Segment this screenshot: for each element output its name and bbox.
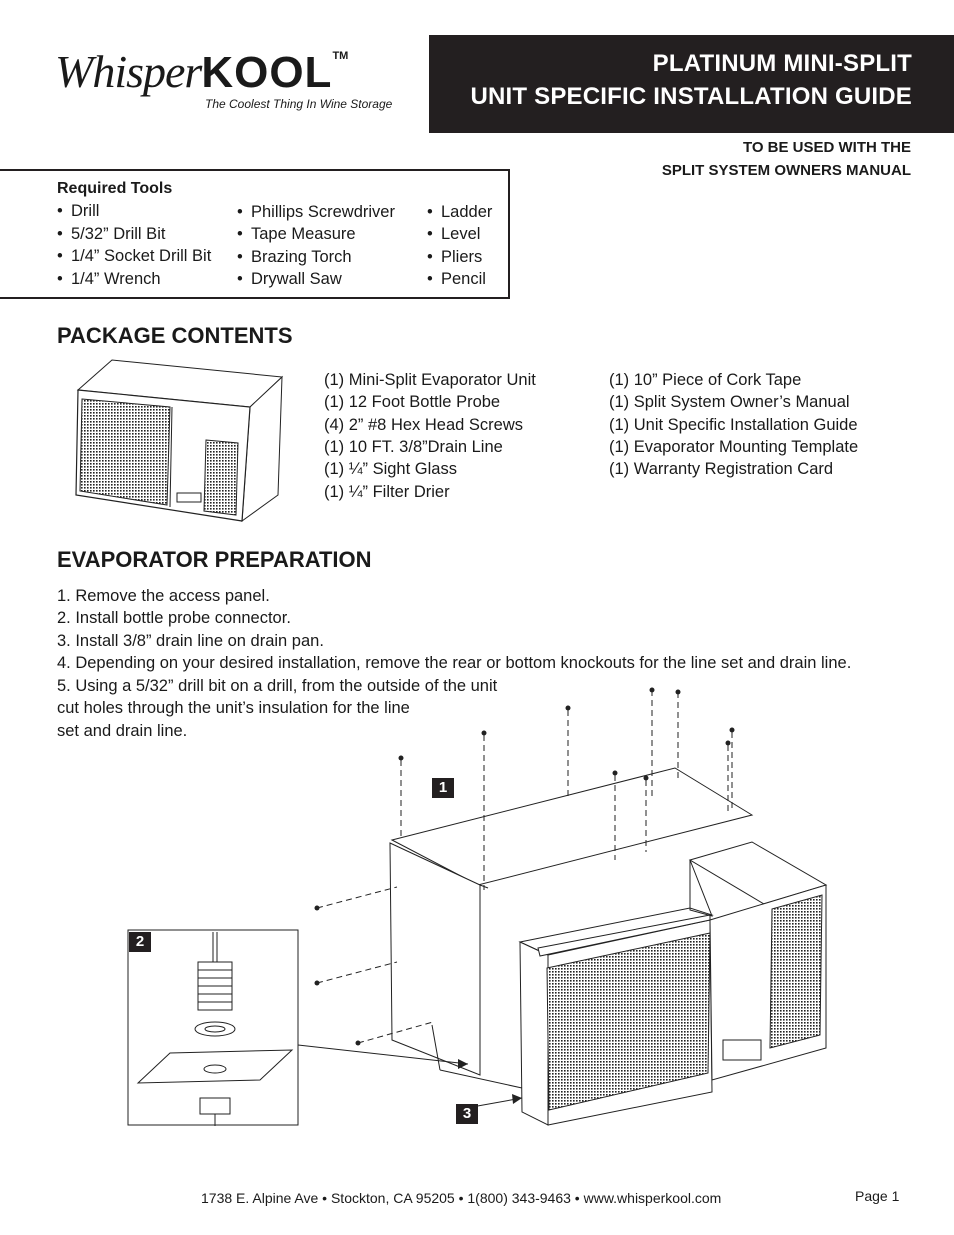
- title-banner: [429, 35, 954, 133]
- package-item: (1) 10” Piece of Cork Tape: [609, 371, 802, 389]
- tool-item: • Ladder: [427, 203, 493, 221]
- required-tools-heading: Required Tools: [57, 180, 173, 197]
- package-item: (1) Mini-Split Evaporator Unit: [324, 371, 536, 389]
- title-line-2: UNIT SPECIFIC INSTALLATION GUIDE: [470, 83, 912, 110]
- package-contents-heading: PACKAGE CONTENTS: [57, 323, 293, 348]
- tool-item: • Level: [427, 225, 481, 243]
- package-item: (1) Warranty Registration Card: [609, 460, 834, 478]
- prep-step: set and drain line.: [57, 722, 188, 740]
- tool-item: • Drywall Saw: [237, 270, 342, 288]
- tool-item: • 5/32” Drill Bit: [57, 225, 166, 243]
- package-item: (1) Split System Owner’s Manual: [609, 393, 850, 411]
- logo-tm: TM: [332, 50, 349, 62]
- prep-step: 3. Install 3/8” drain line on drain pan.: [57, 632, 324, 650]
- brand-logo: [55, 44, 348, 98]
- tool-item: • Pencil: [427, 270, 486, 288]
- package-item: (1) Unit Specific Installation Guide: [609, 416, 858, 434]
- note-line-1: TO BE USED WITH THE: [742, 139, 911, 156]
- step-3-badge: 3: [456, 1104, 478, 1124]
- evaporator-preparation-heading: EVAPORATOR PREPARATION: [57, 547, 372, 572]
- package-item: (4) 2” #8 Hex Head Screws: [324, 416, 523, 434]
- step-2-badge: 2: [129, 932, 151, 952]
- prep-step: 1. Remove the access panel.: [57, 587, 270, 605]
- logo-script: Whisper: [55, 46, 202, 97]
- logo-bold: KOOL: [201, 48, 333, 97]
- package-item: (1) ¼” Filter Drier: [324, 483, 450, 501]
- tool-item: • Tape Measure: [237, 225, 356, 243]
- tool-item: • 1/4” Socket Drill Bit: [57, 247, 212, 265]
- page-number: Page 1: [855, 1188, 900, 1204]
- prep-step: 2. Install bottle probe connector.: [57, 609, 291, 627]
- note-line-2: SPLIT SYSTEM OWNERS MANUAL: [661, 162, 911, 179]
- tool-item: • 1/4” Wrench: [57, 270, 161, 288]
- footer-address: 1738 E. Alpine Ave • Stockton, CA 95205 • 1(800) 343-9463 • www.whisperkool.com: [201, 1190, 722, 1206]
- logo-tagline: The Coolest Thing In Wine Storage: [205, 97, 393, 111]
- prep-step: 4. Depending on your desired installation, remove the rear or bottom knockouts for the line set and drain line.: [57, 654, 852, 672]
- tool-item: • Brazing Torch: [237, 248, 352, 266]
- tool-item: • Pliers: [427, 248, 483, 266]
- tool-item: • Drill: [57, 202, 100, 220]
- evaporator-exploded-diagram: [120, 680, 840, 1140]
- prep-step: cut holes through the unit’s insulation for the line: [57, 699, 410, 717]
- prep-step: 5. Using a 5/32” drill bit on a drill, from the outside of the unit: [57, 677, 498, 695]
- evaporator-unit-illustration: [72, 355, 292, 523]
- title-line-1: PLATINUM MINI-SPLIT: [652, 50, 912, 77]
- package-item: (1) 12 Foot Bottle Probe: [324, 393, 501, 411]
- tool-item: • Phillips Screwdriver: [237, 203, 395, 221]
- package-item: (1) ¼” Sight Glass: [324, 460, 457, 478]
- package-item: (1) Evaporator Mounting Template: [609, 438, 859, 456]
- package-item: (1) 10 FT. 3/8”Drain Line: [324, 438, 503, 456]
- step-1-badge: 1: [432, 778, 454, 798]
